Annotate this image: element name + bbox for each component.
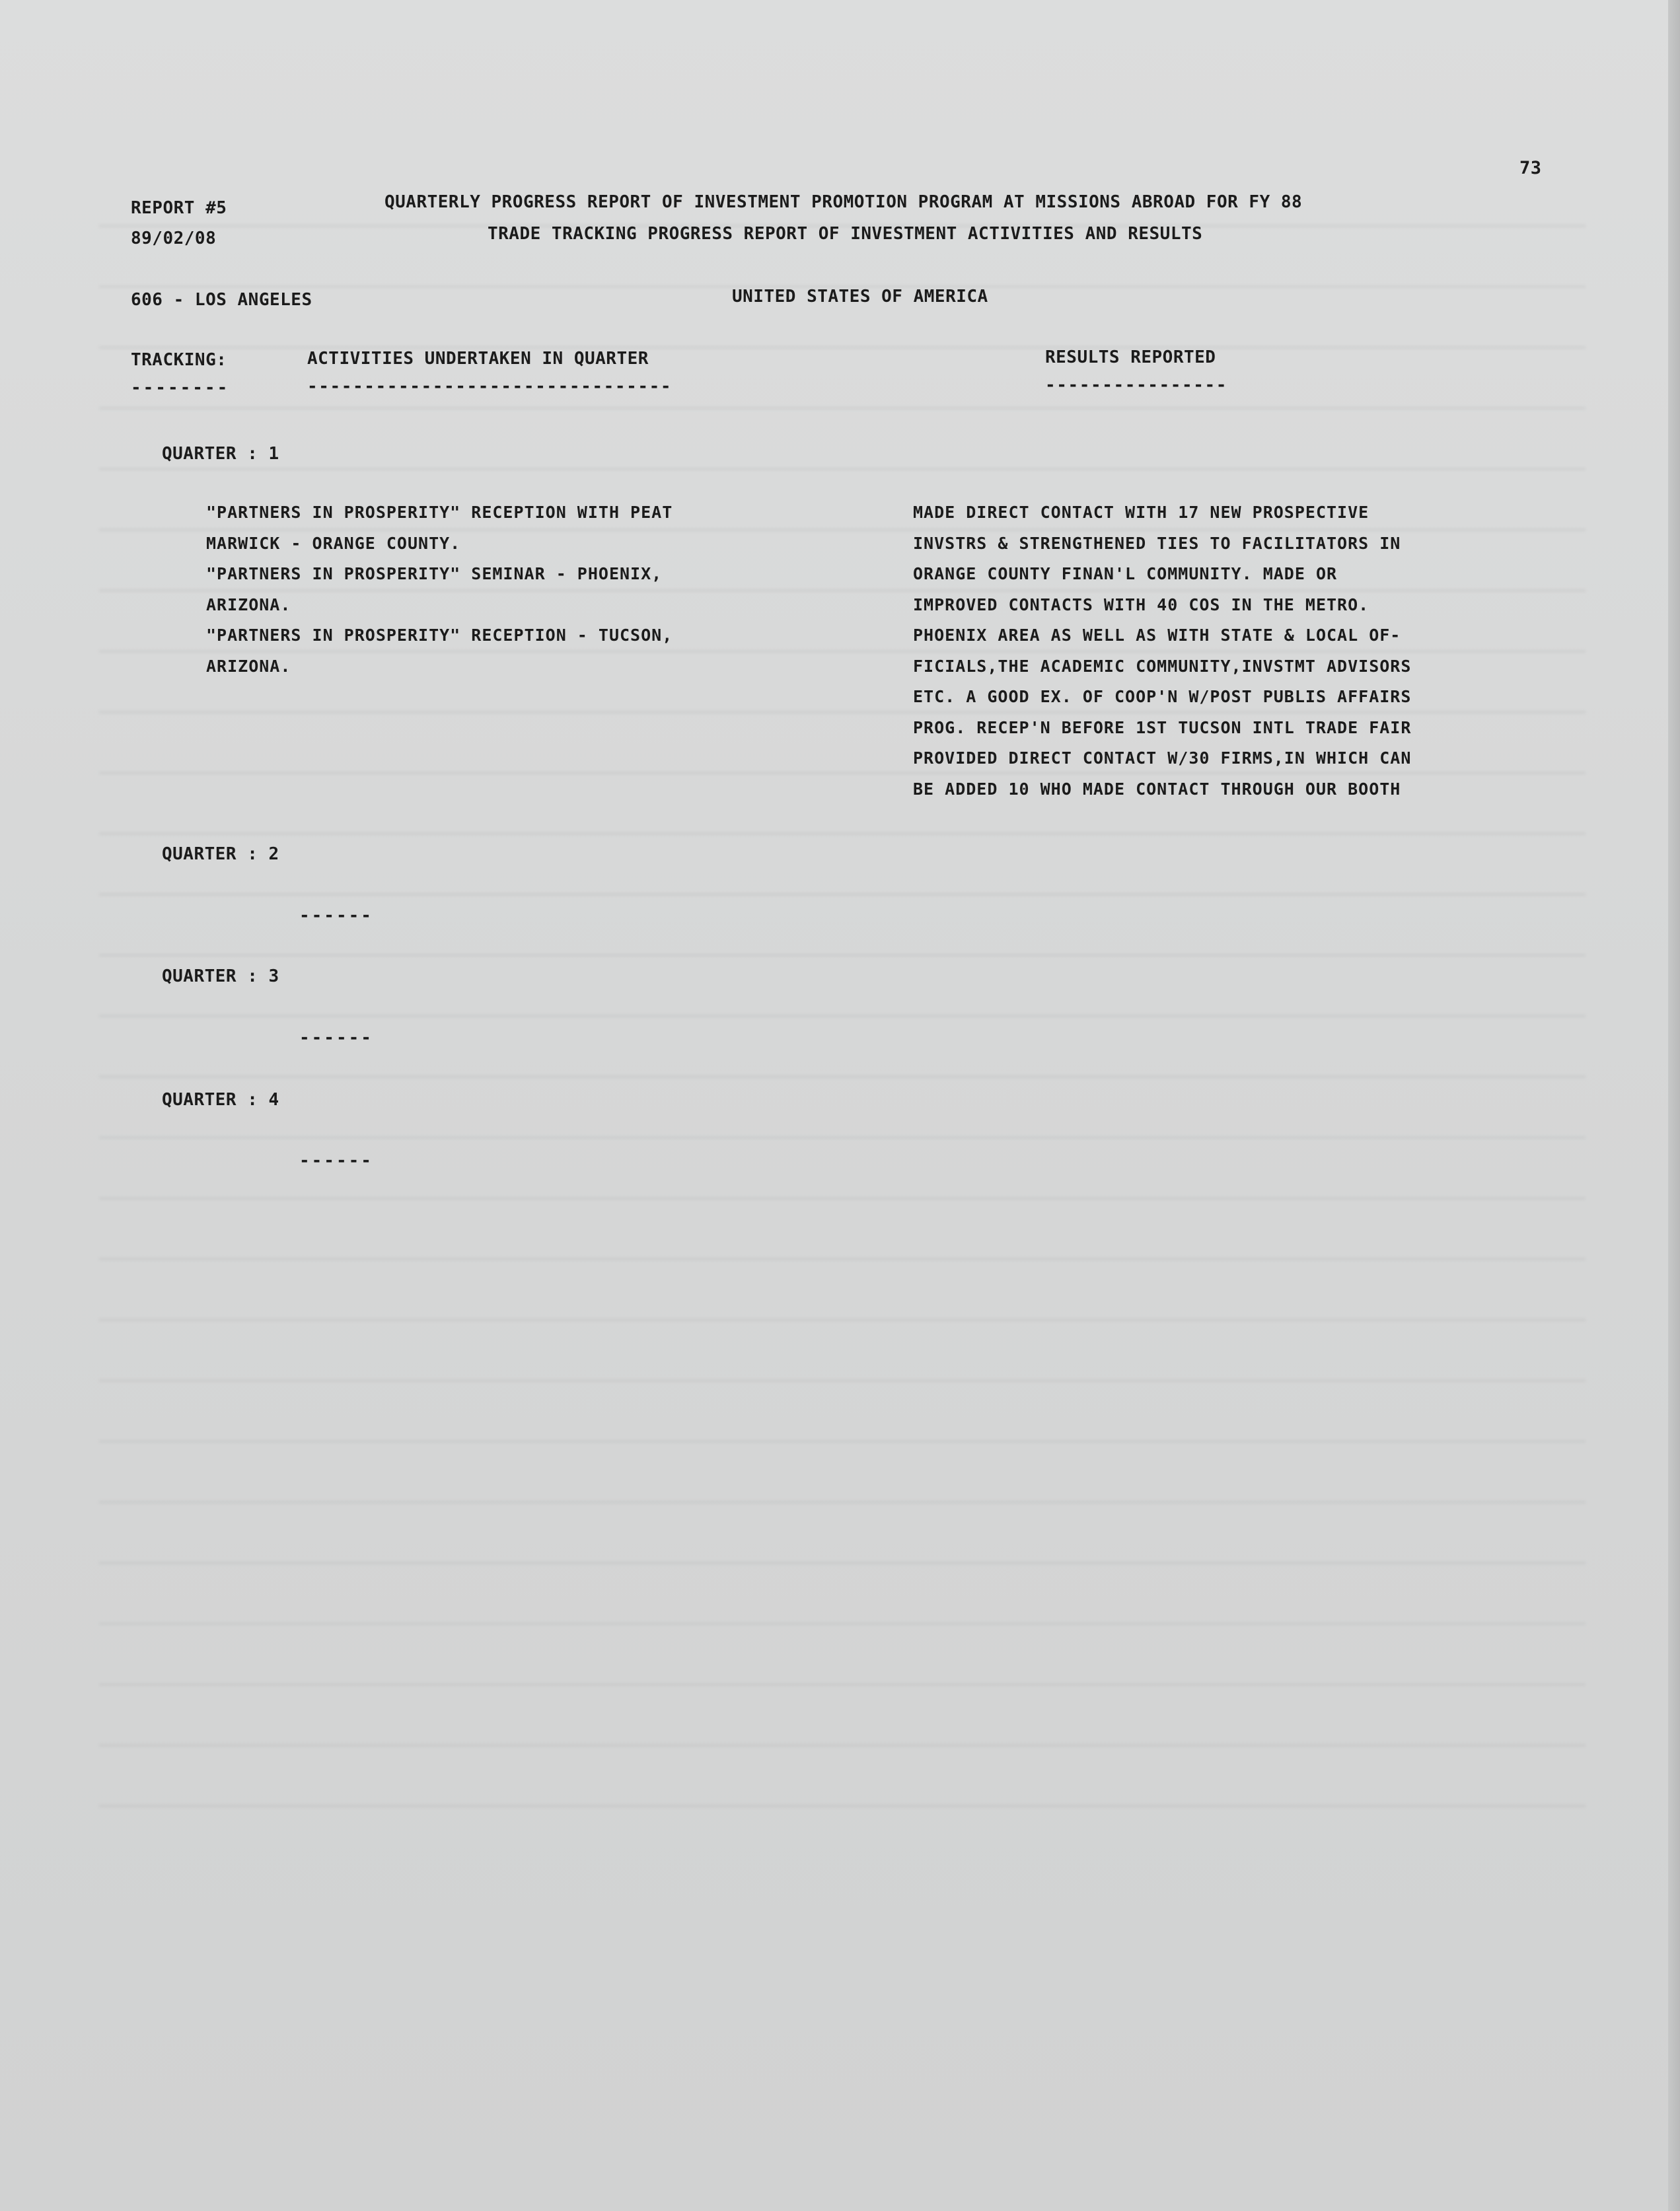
- activity-line: "PARTNERS IN PROSPERITY" RECEPTION WITH PEAT: [206, 503, 673, 522]
- result-line: MADE DIRECT CONTACT WITH 17 NEW PROSPECTIVE: [913, 503, 1370, 522]
- results-column-heading: RESULTS REPORTED: [1045, 347, 1216, 367]
- quarter-1-activities: [206, 497, 673, 682]
- quarter-3-placeholder: ------: [299, 1028, 373, 1048]
- quarter-4-label: QUARTER : 4: [162, 1090, 279, 1110]
- quarter-4-placeholder: ------: [299, 1151, 373, 1171]
- result-line: ORANGE COUNTY FINAN'L COMMUNITY. MADE OR: [913, 564, 1338, 583]
- page-number: 73: [1519, 158, 1542, 178]
- results-underline: ----------------: [1045, 375, 1228, 395]
- activities-column-heading: ACTIVITIES UNDERTAKEN IN QUARTER: [307, 349, 649, 369]
- result-line: PROG. RECEP'N BEFORE 1ST TUCSON INTL TRADE FAIR: [913, 717, 1412, 737]
- post-name: 606 - LOS ANGELES: [131, 290, 312, 310]
- activity-line: ARIZONA.: [206, 656, 291, 676]
- activity-line: ARIZONA.: [206, 595, 291, 614]
- quarter-2-placeholder: ------: [299, 906, 373, 925]
- quarter-1-results: [913, 497, 1411, 805]
- tracking-underline: --------: [131, 378, 230, 398]
- result-line: PROVIDED DIRECT CONTACT W/30 FIRMS,IN WHICH CAN: [913, 748, 1412, 768]
- result-line: IMPROVED CONTACTS WITH 40 COS IN THE METRO.: [913, 595, 1370, 614]
- result-line: ETC. A GOOD EX. OF COOP'N W/POST PUBLIS AFFAIRS: [913, 687, 1412, 706]
- result-line: PHOENIX AREA AS WELL AS WITH STATE & LOCAL OF-: [913, 626, 1401, 645]
- activities-underline: --------------------------------: [307, 377, 673, 396]
- result-line: INVSTRS & STRENGTHENED TIES TO FACILITATORS IN: [913, 533, 1401, 553]
- quarter-3-label: QUARTER : 3: [162, 966, 279, 986]
- activity-line: "PARTNERS IN PROSPERITY" RECEPTION - TUCSON,: [206, 626, 673, 645]
- page-edge-shadow: [1668, 0, 1680, 2211]
- activity-line: "PARTNERS IN PROSPERITY" SEMINAR - PHOENIX,: [206, 564, 663, 583]
- result-line: BE ADDED 10 WHO MADE CONTACT THROUGH OUR BOOTH: [913, 779, 1401, 799]
- quarter-2-label: QUARTER : 2: [162, 844, 279, 864]
- quarter-1-label: QUARTER : 1: [162, 444, 279, 464]
- country-name: UNITED STATES OF AMERICA: [732, 287, 988, 307]
- report-title-line-1: QUARTERLY PROGRESS REPORT OF INVESTMENT PROMOTION PROGRAM AT MISSIONS ABROAD FOR FY 88: [384, 192, 1303, 212]
- tracking-label: TRACKING:: [131, 350, 227, 370]
- report-label: REPORT #5: [131, 198, 227, 218]
- report-date: 89/02/08: [131, 229, 217, 248]
- report-title-line-2: TRADE TRACKING PROGRESS REPORT OF INVESTMENT ACTIVITIES AND RESULTS: [488, 224, 1203, 244]
- bleed-through-texture: [99, 185, 1586, 1836]
- activity-line: MARWICK - ORANGE COUNTY.: [206, 533, 461, 553]
- result-line: FICIALS,THE ACADEMIC COMMUNITY,INVSTMT ADVISORS: [913, 656, 1412, 676]
